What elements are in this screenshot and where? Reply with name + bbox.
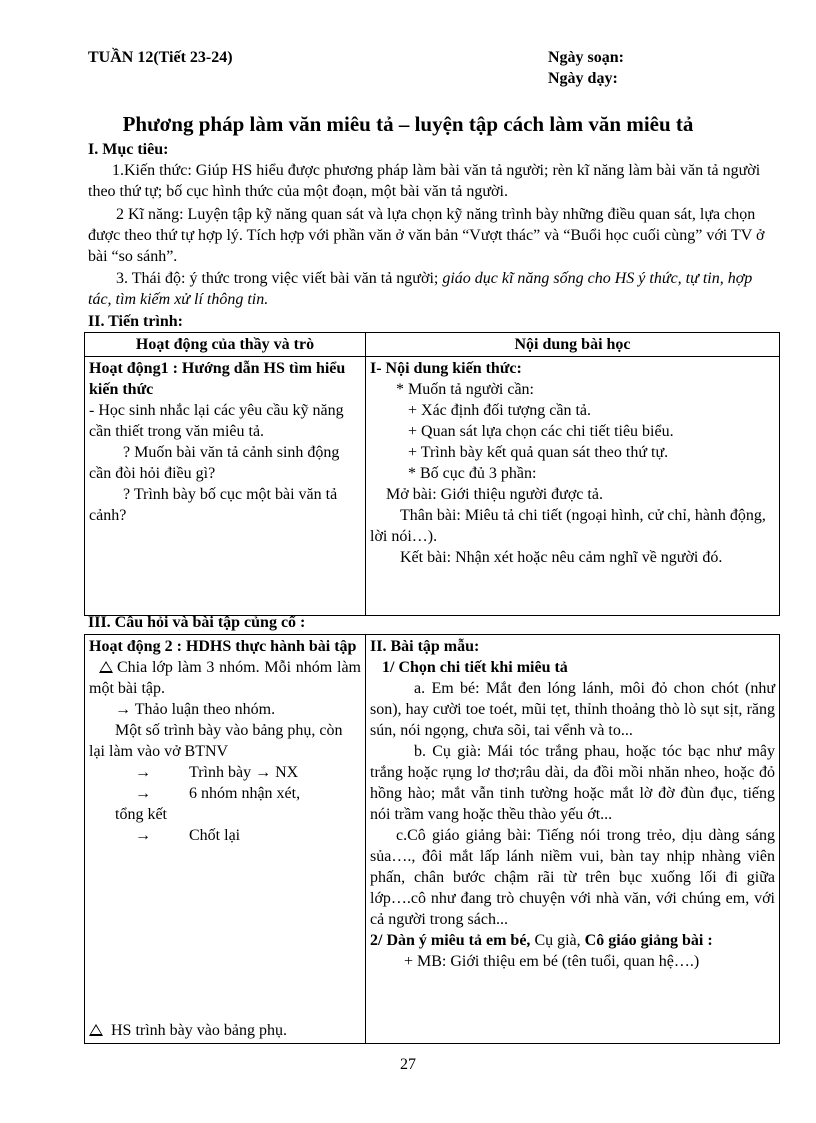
section-3-heading: III. Câu hỏi và bài tập củng cố : bbox=[88, 614, 306, 631]
content-line-3: + Quan sát lựa chọn các chi tiết tiêu biểu. bbox=[408, 423, 674, 440]
arrow-step-2: → 6 nhóm nhận xét, bbox=[89, 783, 361, 804]
activity-2-bottom: HS trình bày vào bảng phụ. bbox=[89, 1020, 357, 1041]
content-line-4: + Trình bày kết quả quan sát theo thứ tự. bbox=[408, 444, 669, 461]
page-number: 27 bbox=[400, 1056, 416, 1073]
exercise-item-c: c.Cô giáo giảng bài: Tiếng nói trong trẻo, dịu dàng sáng sủa…., đôi mắt lấp lánh niềm vui, bàn tay nhịp nhàng viên phấn, chân bước chậm rãi từ trên bục xuống lối đi giữa lớp….cô như đang trò chuyện với nhà văn, với chúng em, với cả người trong sách... bbox=[370, 827, 775, 928]
teach-date-label: Ngày dạy: bbox=[548, 70, 618, 87]
content-line-1: * Muốn tả người cần: bbox=[396, 381, 534, 398]
activities-cell bbox=[85, 357, 366, 616]
content-line-2: + Xác định đối tượng cần tả. bbox=[408, 402, 591, 419]
arrow-step-2-cont: tổng kết bbox=[115, 806, 167, 823]
exercise-item-b: b. Cụ già: Mái tóc trắng phau, hoặc tóc bạc như mây trắng hoặc rụng lơ thơ;râu dài, da đồi mồi nhăn nheo, hoặc đỏ hồng hào; mắt vẫn tinh tường hoặc mắt lờ đờ đùn đục, tiếng nói trầm vang hoặc thều thào yếu ớt... bbox=[370, 743, 775, 823]
objective-attitude bbox=[88, 268, 778, 310]
content-heading: I- Nội dung kiến thức: bbox=[370, 360, 522, 377]
arrow-icon: → bbox=[135, 764, 151, 781]
activity-2-line-1: Chia lớp làm 3 nhóm. Mỗi nhóm làm một bài tập. bbox=[89, 659, 361, 697]
content-line-5: * Bố cục đủ 3 phần: bbox=[408, 465, 537, 482]
content-cell bbox=[366, 357, 780, 616]
arrow-step-3: → Chốt lại bbox=[89, 825, 361, 846]
exercise-activities-cell bbox=[85, 635, 366, 1044]
activity-1-title: Hoạt động1 : Hướng dẫn HS tìm hiểu kiến thức bbox=[89, 360, 346, 398]
exercise-item-a: a. Em bé: Mắt đen lóng lánh, môi đỏ chon chót (như son), hay cười toe toét, mũi tẹt, thỉnh thoảng thò lò sụt sịt, răng sún, nói ngọng, chưa sõi, tai vểnh và to... bbox=[370, 680, 775, 739]
exercise-sub-2: 2/ Dàn ý miêu tả em bé, Cụ già, Cô giáo giảng bài : bbox=[370, 932, 713, 949]
exercise-table bbox=[84, 634, 780, 1044]
activity-1-question-2: ? Trình bày bố cục một bài văn tả cảnh? bbox=[89, 486, 338, 524]
activity-2-title: Hoạt động 2 : HDHS thực hành bài tập bbox=[89, 638, 357, 655]
arrow-icon: → bbox=[135, 785, 151, 802]
exercise-content-cell bbox=[366, 635, 780, 1044]
objective-knowledge: 1.Kiến thức: Giúp HS hiểu được phương pháp làm bài văn tả người; rèn kĩ năng làm bài văn tả người theo thứ tự; bố cục hình thức của một đoạn, một bài văn tả người. bbox=[88, 162, 761, 200]
objective-attitude-text: 3. Thái độ: ý thức trong việc viết bài văn tả người; bbox=[116, 270, 443, 287]
section-2-heading: II. Tiến trình: bbox=[88, 313, 183, 330]
process-table bbox=[84, 332, 780, 616]
activity-1-line-1: - Học sinh nhắc lại các yêu cầu kỹ năng cần thiết trong văn miêu tả. bbox=[89, 402, 344, 440]
col-header-activities: Hoạt động của thầy và trò bbox=[85, 333, 366, 357]
triangle-icon bbox=[89, 1024, 103, 1036]
col-header-content: Nội dung bài học bbox=[366, 333, 780, 357]
week-label: TUẦN 12(Tiết 23-24) bbox=[88, 49, 233, 66]
objective-skills: 2 Kĩ năng: Luyện tập kỹ năng quan sát và lựa chọn kỹ năng trình bày những điều quan sát, lựa chọn được theo thứ tự hợp lý. Tích hợp với phần văn ở văn bản “Vượt thác” và “Buổi học cuối cùng” với TV ở bài “so sánh”. bbox=[88, 206, 765, 265]
activity-1-question-1: ? Muốn bài văn tả cảnh sinh động cần đòi hỏi điều gì? bbox=[89, 444, 340, 482]
arrow-icon: → bbox=[135, 827, 151, 844]
exercise-sub-1: 1/ Chọn chi tiết khi miêu tả bbox=[382, 659, 568, 676]
exercise-outline-mb: + MB: Giới thiệu em bé (tên tuổi, quan hệ….) bbox=[404, 953, 700, 970]
page-title: Phương pháp làm văn miêu tả – luyện tập cách làm văn miêu tả bbox=[122, 112, 694, 136]
triangle-icon bbox=[99, 661, 113, 673]
content-line-8: Kết bài: Nhận xét hoặc nêu cảm nghĩ về người đó. bbox=[400, 549, 723, 566]
content-line-6: Mở bài: Giới thiệu người được tả. bbox=[386, 486, 603, 503]
activity-2-line-3: Một số trình bày vào bảng phụ, còn lại làm vào vở BTNV bbox=[89, 722, 343, 760]
exercise-heading: II. Bài tập mẫu: bbox=[370, 638, 480, 655]
arrow-step-1: → Trình bày → NX bbox=[89, 762, 361, 783]
section-1-heading: I. Mục tiêu: bbox=[88, 141, 169, 158]
content-line-7: Thân bài: Miêu tả chi tiết (ngoại hình, cử chỉ, hành động, lời nói…). bbox=[370, 507, 766, 545]
activity-2-line-2: → Thảo luận theo nhóm. bbox=[115, 701, 276, 718]
prep-date-label: Ngày soạn: bbox=[548, 49, 625, 66]
objective-attitude-italic: giáo dục kĩ năng sống cho HS ý thức, tự tin, hợp tác, tìm kiếm xử lí thông tin. bbox=[88, 270, 753, 308]
